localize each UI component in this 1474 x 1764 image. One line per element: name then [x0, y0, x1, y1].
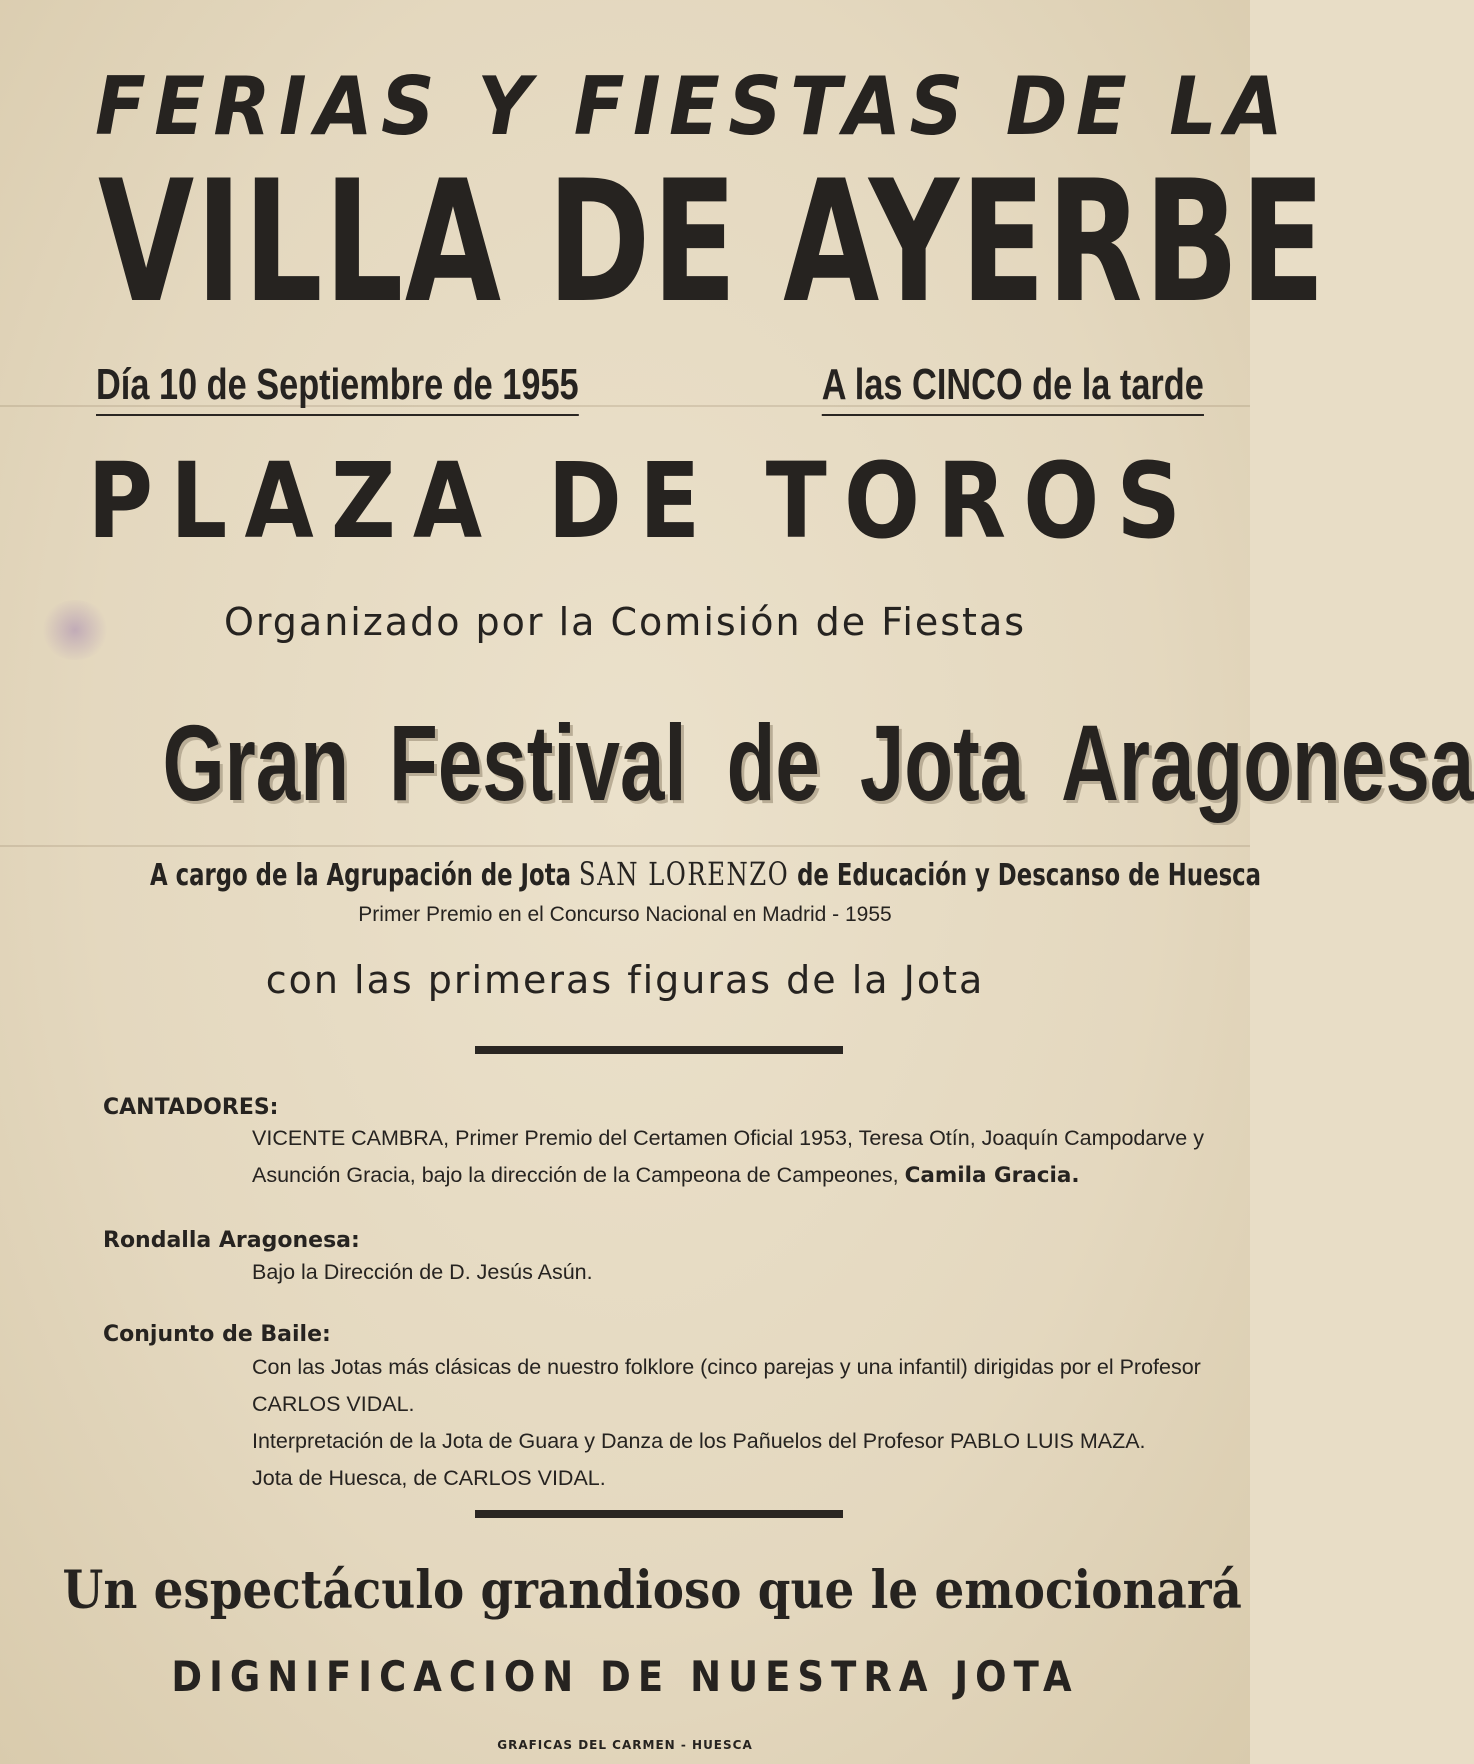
baile-text [252, 1349, 1201, 1497]
cantadores-director: Camila Gracia. [904, 1163, 1080, 1188]
figures-line: con las primeras figuras de la Jota [265, 958, 985, 1002]
cantadores-line1: VICENTE CAMBRA, Primer Premio del Certamen Oficial 1953, Teresa Otín, Joaquín Campodarve y [252, 1126, 1204, 1150]
header-line1: FERIAS Y FIESTAS DE LA [95, 60, 1292, 153]
award-line: Primer Premio en el Concurso Nacional en Madrid - 1955 [358, 903, 892, 926]
cargo-suffix: de Educación y Descanso de Huesca [797, 858, 1262, 893]
cantadores-text [252, 1120, 1204, 1194]
baile-heading: Conjunto de Baile: [103, 1322, 331, 1347]
divider-rule [475, 1510, 843, 1518]
organizer-line: Organizado por la Comisión de Fiestas [223, 600, 1027, 644]
event-time: A las CINCO de la tarde [822, 360, 1204, 416]
rondalla-heading: Rondalla Aragonesa: [103, 1228, 360, 1253]
cantadores-heading: CANTADORES: [103, 1095, 279, 1120]
baile-line2: CARLOS VIDAL. [252, 1392, 415, 1416]
rondalla-line1: Bajo la Dirección de D. Jesús Asún. [252, 1260, 593, 1284]
baile-line4: Jota de Huesca, de CARLOS VIDAL. [252, 1466, 606, 1490]
cantadores-line2-text: Asunción Gracia, bajo la dirección de la Campeona de Campeones, [252, 1163, 899, 1187]
festival-title: Gran Festival de Jota Aragonesa [162, 702, 1474, 823]
tagline: Un espectáculo grandioso que le emocionará [62, 1560, 1242, 1621]
printer-credit: GRAFICAS DEL CARMEN - HUESCA [497, 1738, 753, 1752]
slogan: DIGNIFICACION DE NUESTRA JOTA [171, 1652, 1079, 1701]
baile-line3: Interpretación de la Jota de Guara y Danza de los Pañuelos del Profesor PABLO LUIS MAZA. [252, 1429, 1146, 1453]
rondalla-text [252, 1254, 593, 1291]
performer-line [150, 855, 1262, 893]
event-date: Día 10 de Septiembre de 1955 [96, 360, 579, 416]
divider-rule [475, 1046, 843, 1054]
header-title: VILLA DE AYERBE [98, 144, 1327, 340]
cantadores-line2 [252, 1157, 1204, 1194]
cargo-prefix: A cargo de la Agrupación de Jota [150, 858, 571, 893]
baile-line1: Con las Jotas más clásicas de nuestro folklore (cinco parejas y una infantil) dirigidas por el Profesor [252, 1355, 1201, 1379]
venue-title: PLAZA DE TOROS [87, 440, 1199, 562]
group-name: SAN LORENZO [578, 855, 790, 893]
paper-fold [0, 845, 1250, 847]
